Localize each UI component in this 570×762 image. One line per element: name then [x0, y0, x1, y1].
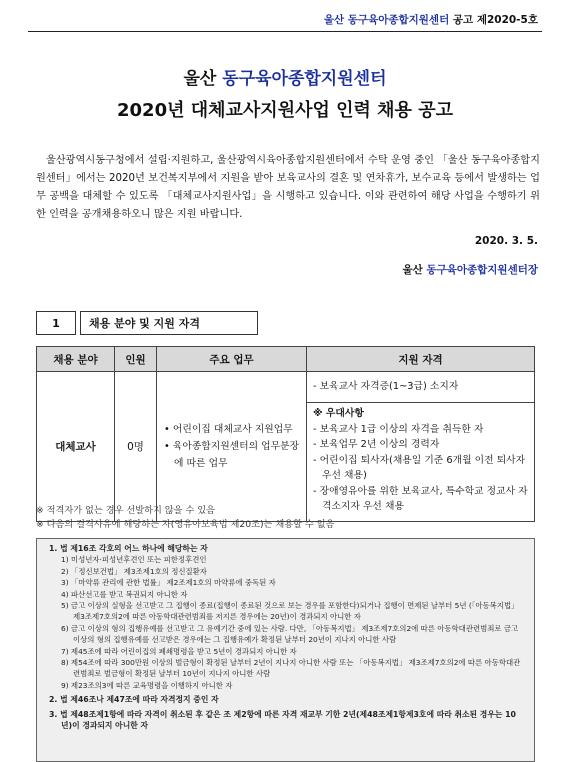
signature: [402, 262, 538, 277]
qualification-basic: - 보육교사 자격증(1~3급) 소지자: [307, 372, 535, 403]
header-org: 울산 동구육아종합지원센터: [323, 14, 450, 26]
preference-item: - 보육업무 2년 이상의 경력자: [313, 439, 440, 450]
signature-region: 울산: [402, 264, 423, 276]
notes: [36, 504, 334, 532]
disqual-item: 7) 제45조에 따라 어린이집의 폐쇄명령을 받고 5년이 경과되지 아니한 자: [61, 646, 297, 656]
section-number: 1: [36, 311, 76, 335]
table-header-row: [37, 347, 535, 372]
disqual-heading: 3. 법 제48조제1항에 따라 자격이 취소된 후 같은 조 제2항에 따른 자격 재교부 기한 2년(제48조제1항제3호에 따라 취소된 경우는 10년)이 경과되지 아니한 자: [49, 709, 516, 731]
preference-item: - 어린이집 퇴사자(채용일 기준 6개월 이전 퇴사자 우선 채용): [313, 454, 526, 481]
notice-date: 2020. 3. 5.: [474, 235, 538, 247]
header-notice-label: 공고 제2020-5호: [452, 14, 538, 26]
disqual-item: 2) 「정신보건법」 제3조제1호의 정신질환자: [61, 566, 207, 576]
disqual-item: 9) 제23조의3에 따른 교육명령을 이행하지 아니한 자: [61, 680, 233, 690]
preference-heading: ※ 우대사항: [313, 408, 364, 419]
title-region: 울산: [183, 69, 217, 89]
intro-paragraph: 울산광역시동구청에서 설립·지원하고, 울산광역시육아종합지원센터에서 수탁 운영 중인 「울산 동구육아종합지원센터」에서는 2020년 보건복지부에서 지원을 받아 보육교사의 결혼 및 연차휴가, 보수교육 등에서 발생하는 업무 공백을 대체할 수 있도록 「대체교사지원사업」을 시행하고 있습니다. 이와 관련하여 해당 사업을 수행하기 위한 인력을 공개채용하오니 많은 지원 바랍니다.: [36, 155, 540, 220]
disqual-item: 6) 금고 이상의 형의 집행유예를 선고받고 그 유예기간 중에 있는 사람. 다만, 「아동복지법」 제3조제7호의2에 따른 아동학대관련범죄로 금고 이상의 형의 집행유예를 선고받은 경우에는 그 집행유예가 확정된 날부터 20년이 지나지 아니한 사람: [61, 623, 519, 645]
recruitment-table: [36, 346, 535, 522]
table-row: [37, 372, 535, 403]
note-item: ※ 적격자가 없는 경우 선발하지 않을 수 있음: [36, 505, 216, 516]
header-divider: [28, 31, 542, 32]
disqual-item: 8) 제54조에 따라 300만원 이상의 벌금형이 확정된 날부터 2년이 지나지 아니한 사람 또는 「아동복지법」 제3조제7호의2에 따른 아동학대관련범죄로 벌금형이 확정된 날부터 10년이 지나지 아니한 사람: [61, 658, 521, 679]
note-item: ※ 다음의 결격사유에 해당하는 자(영유아보육법 제20조)는 채용할 수 없음: [36, 519, 335, 530]
section-title: 채용 분야 및 지원 자격: [80, 311, 258, 335]
disqual-item: 5) 금고 이상의 실형을 선고받고 그 집행이 종료(집행이 종료된 것으로 보는 경우를 포함한다)되거나 집행이 면제된 날부터 5년 (「아동복지법」 제3조제7호의2에 따른 아동학대관련범죄를 저지른 경우에는 20년)이 경과되지 아니한 자: [61, 601, 519, 622]
notice-number: [324, 12, 538, 27]
preference-item: - 보육교사 1급 이상의 자격을 취득한 자: [313, 423, 484, 435]
org-title: [0, 64, 570, 89]
duty-item: • 육아종합지원센터의 업무분장에 따른 업무: [164, 440, 300, 469]
header-count: 인원: [115, 347, 157, 372]
disqual-item: 4) 파산선고를 받고 복권되지 아니한 자: [61, 589, 188, 599]
disqualification-box: [36, 538, 535, 762]
field-cell: 대체교사: [37, 372, 115, 522]
disqual-item: 1) 미성년자·피성년후견인 또는 피한정후견인: [61, 555, 207, 565]
signature-org: 동구육아종합지원센터장: [426, 264, 538, 276]
disqual-heading: 1. 법 제16조 각호의 어느 하나에 해당하는 자: [49, 544, 208, 553]
duty-item: • 어린이집 대체교사 지원업무: [164, 423, 293, 435]
header-duties: 주요 업무: [157, 347, 307, 372]
duties-cell: [157, 372, 307, 522]
count-cell: 0명: [115, 372, 157, 522]
preference-item: - 장애영유아를 위한 보육교사, 특수학교 정교사 자격소지자 우선 채용: [313, 485, 528, 512]
preference-cell: [307, 403, 535, 522]
disqual-item: 3) 「마약류 관리에 관한 법률」 제2조제1호의 마약류에 중독된 자: [61, 578, 276, 588]
title-org: 동구육아종합지원센터: [222, 69, 387, 89]
header-field: 채용 분야: [37, 347, 115, 372]
disqual-heading: 2. 법 제46조나 제47조에 따라 자격정지 중인 자: [49, 695, 219, 705]
header-qualification: 지원 자격: [307, 347, 535, 372]
page-title: 2020년 대체교사지원사업 인력 채용 공고: [117, 100, 453, 121]
